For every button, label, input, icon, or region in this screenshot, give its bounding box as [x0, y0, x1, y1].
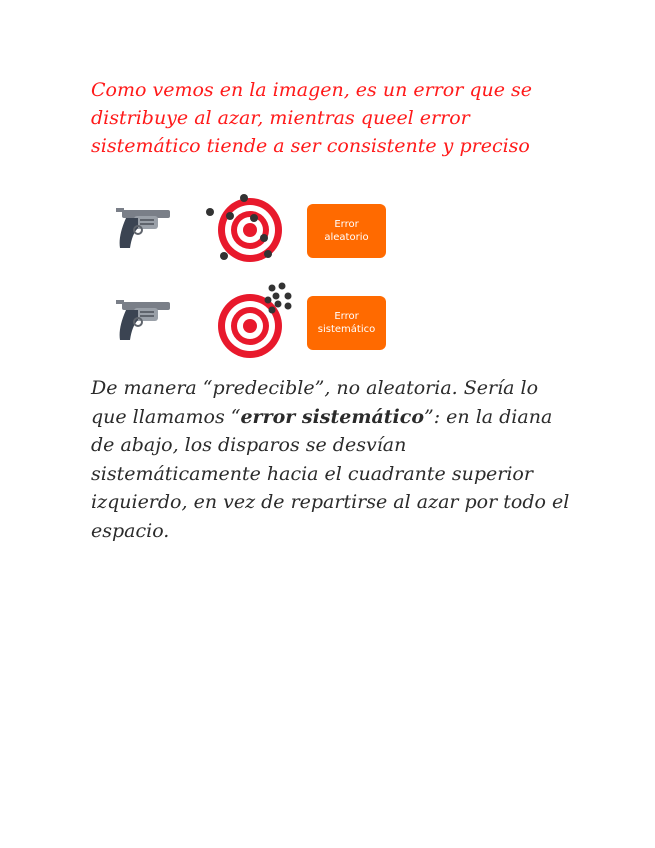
- systematic-error-row: [100, 282, 400, 352]
- random-error-badge: [307, 204, 386, 258]
- explanation-part1: De manera “predecible”, no aleatoria. Sería lo que llamamos “: [91, 377, 539, 428]
- target-icon-random: [200, 190, 300, 268]
- systematic-error-badge: [307, 296, 386, 350]
- explanation-paragraph: [91, 374, 571, 545]
- target-icon-systematic: [200, 282, 300, 360]
- systematic-error-label-line2: sistemático: [317, 324, 376, 335]
- random-error-label-line1: Error: [334, 219, 359, 230]
- revolver-icon: [112, 202, 174, 254]
- systematic-error-term: error sistemático: [240, 405, 425, 428]
- random-error-row: [100, 190, 400, 260]
- random-error-label-line2: aleatorio: [324, 232, 369, 243]
- systematic-error-label-line1: Error: [334, 311, 359, 322]
- explanation-part2: ”: en la diana de abajo, los disparos se desvían sistemáticamente hacia el cuadrante superior izquierdo, en vez de repartirse al azar por todo el espacio.: [91, 405, 570, 542]
- error-figure: [100, 190, 400, 360]
- revolver-icon: [112, 294, 174, 346]
- intro-paragraph: Como vemos en la imagen, es un error que se distribuye al azar, mientras queel error sistemático tiende a ser consistente y preciso: [91, 79, 532, 157]
